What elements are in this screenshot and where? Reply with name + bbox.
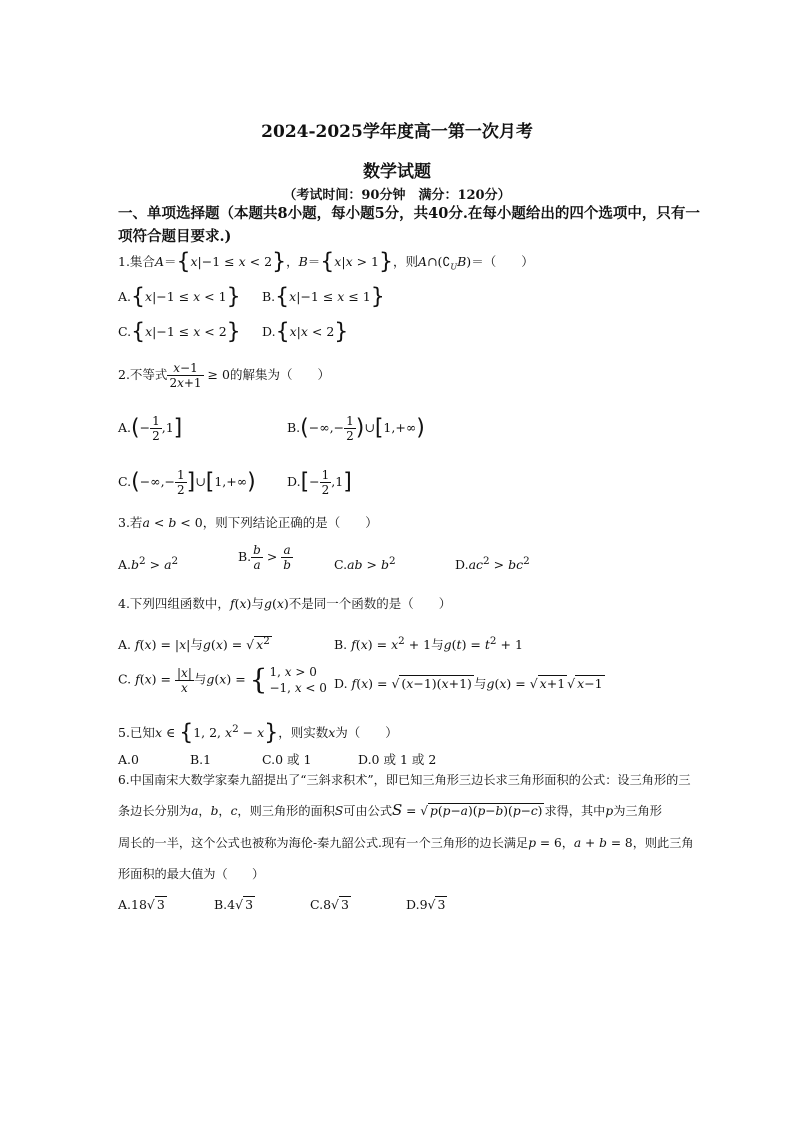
exam-title: 2024-2025学年度高一第一次月考: [261, 122, 533, 142]
question-4-stem: 4.下列四组函数中，f(x)与g(x)不是同一个函数的是（ ）: [118, 596, 452, 611]
question-1-option-d[interactable]: D.{x|x < 2}: [262, 319, 349, 345]
question-6-line4: 形面积的最大值为（ ）: [118, 867, 265, 881]
subject-title: 数学试题: [363, 162, 431, 182]
question-3-option-a[interactable]: $A.b^2 > a^2$: [118, 555, 179, 573]
question-6-line1: 6.中国南宋大数学家秦九韶提出了“三斜求积术”，即已知三角形三边长求三角形面积的公式：设三角形的三: [118, 773, 691, 787]
question-2-stem: 2.不等式 $\frac{x-1}{2x+1}$ ≥ 0的解集为（ ）: [118, 361, 330, 390]
question-4-option-d[interactable]: D. f(x) = √ (x−1)(x+1) 与g(x) = √ x+1 √ x−1: [334, 676, 603, 691]
question-5-option-a[interactable]: A.0: [118, 752, 139, 767]
section-heading-line2: 项符合题目要求.): [118, 228, 232, 245]
question-1-option-c[interactable]: C.{x|−1 ≤ x < 2}: [118, 319, 241, 345]
question-2-option-c[interactable]: C.(−∞,− $\frac{1}{2}$ ]∪[1,+∞): [118, 468, 256, 497]
question-4-option-a[interactable]: A. f(x) = |x|与g(x) = √ $x^2$: [118, 635, 270, 653]
question-2-option-d[interactable]: D.[− $\frac{1}{2}$ ,1]: [287, 468, 352, 497]
question-4-option-b[interactable]: B. $f(x) = x^2 + 1$与$g(t) = t^2 + 1$: [334, 635, 523, 653]
exam-info: （考试时间：90分钟 满分：120分）: [283, 188, 511, 203]
question-2-option-a[interactable]: A.(− $\frac{1}{2}$ ,1]: [118, 414, 183, 443]
question-5-stem: 5.已知x ∈ {1, 2, $x^2 - x$}，则实数x为（ ）: [118, 720, 398, 746]
question-1-stem: 1.集合A＝{x|−1 ≤ x < 2}，B＝{x|x > 1}，则$A\cap(∁_UB)=$（ ）: [118, 249, 534, 275]
section-heading-line1: 一、单项选择题（本题共8小题，每小题5分，共40分.在每小题给出的四个选项中，只有一: [118, 205, 700, 222]
question-6-option-c[interactable]: C.8√ 3: [310, 897, 349, 912]
question-5-option-b[interactable]: B.1: [190, 752, 212, 767]
question-3-option-d[interactable]: $D.ac^2 > bc^2$: [455, 555, 530, 573]
question-6-line2: 条边长分别为a，b，c，则三角形的面积S可由公式S = √ p(p−a)(p−b)(p−c) 求得，其中p为三角形: [118, 801, 662, 819]
question-3-option-c[interactable]: $C.ab > b^2$: [334, 555, 396, 573]
question-6-line3: 周长的一半，这个公式也被称为海伦-秦九韶公式.现有一个三角形的边长满足p = 6，a + b = 8，则此三角: [118, 836, 694, 850]
question-3-stem: 3.若a < b < 0，则下列结论正确的是（ ）: [118, 515, 378, 530]
question-6-option-d[interactable]: D.9√ 3: [406, 897, 446, 912]
question-1-option-a[interactable]: A.{x|−1 ≤ x < 1}: [118, 284, 241, 310]
question-6-option-a[interactable]: A.18√ 3: [118, 897, 165, 912]
question-5-option-d[interactable]: D.0 或 1 或 2: [358, 752, 437, 767]
question-6-option-b[interactable]: B.4√ 3: [214, 897, 254, 912]
question-3-option-b[interactable]: B. $\frac{b}{a}$ > $\frac{a}{b}$: [238, 543, 291, 572]
question-4-option-c[interactable]: C. f(x) = $\frac{|x|}{x}$ 与g(x) = { 1, x > 0 −1, x < 0: [118, 663, 327, 696]
question-5-option-c[interactable]: C.0 或 1: [262, 752, 312, 767]
question-2-option-b[interactable]: B.(−∞,− $\frac{1}{2}$ )∪[1,+∞): [287, 414, 425, 443]
question-1-option-b[interactable]: B.{x|−1 ≤ x ≤ 1}: [262, 284, 385, 310]
